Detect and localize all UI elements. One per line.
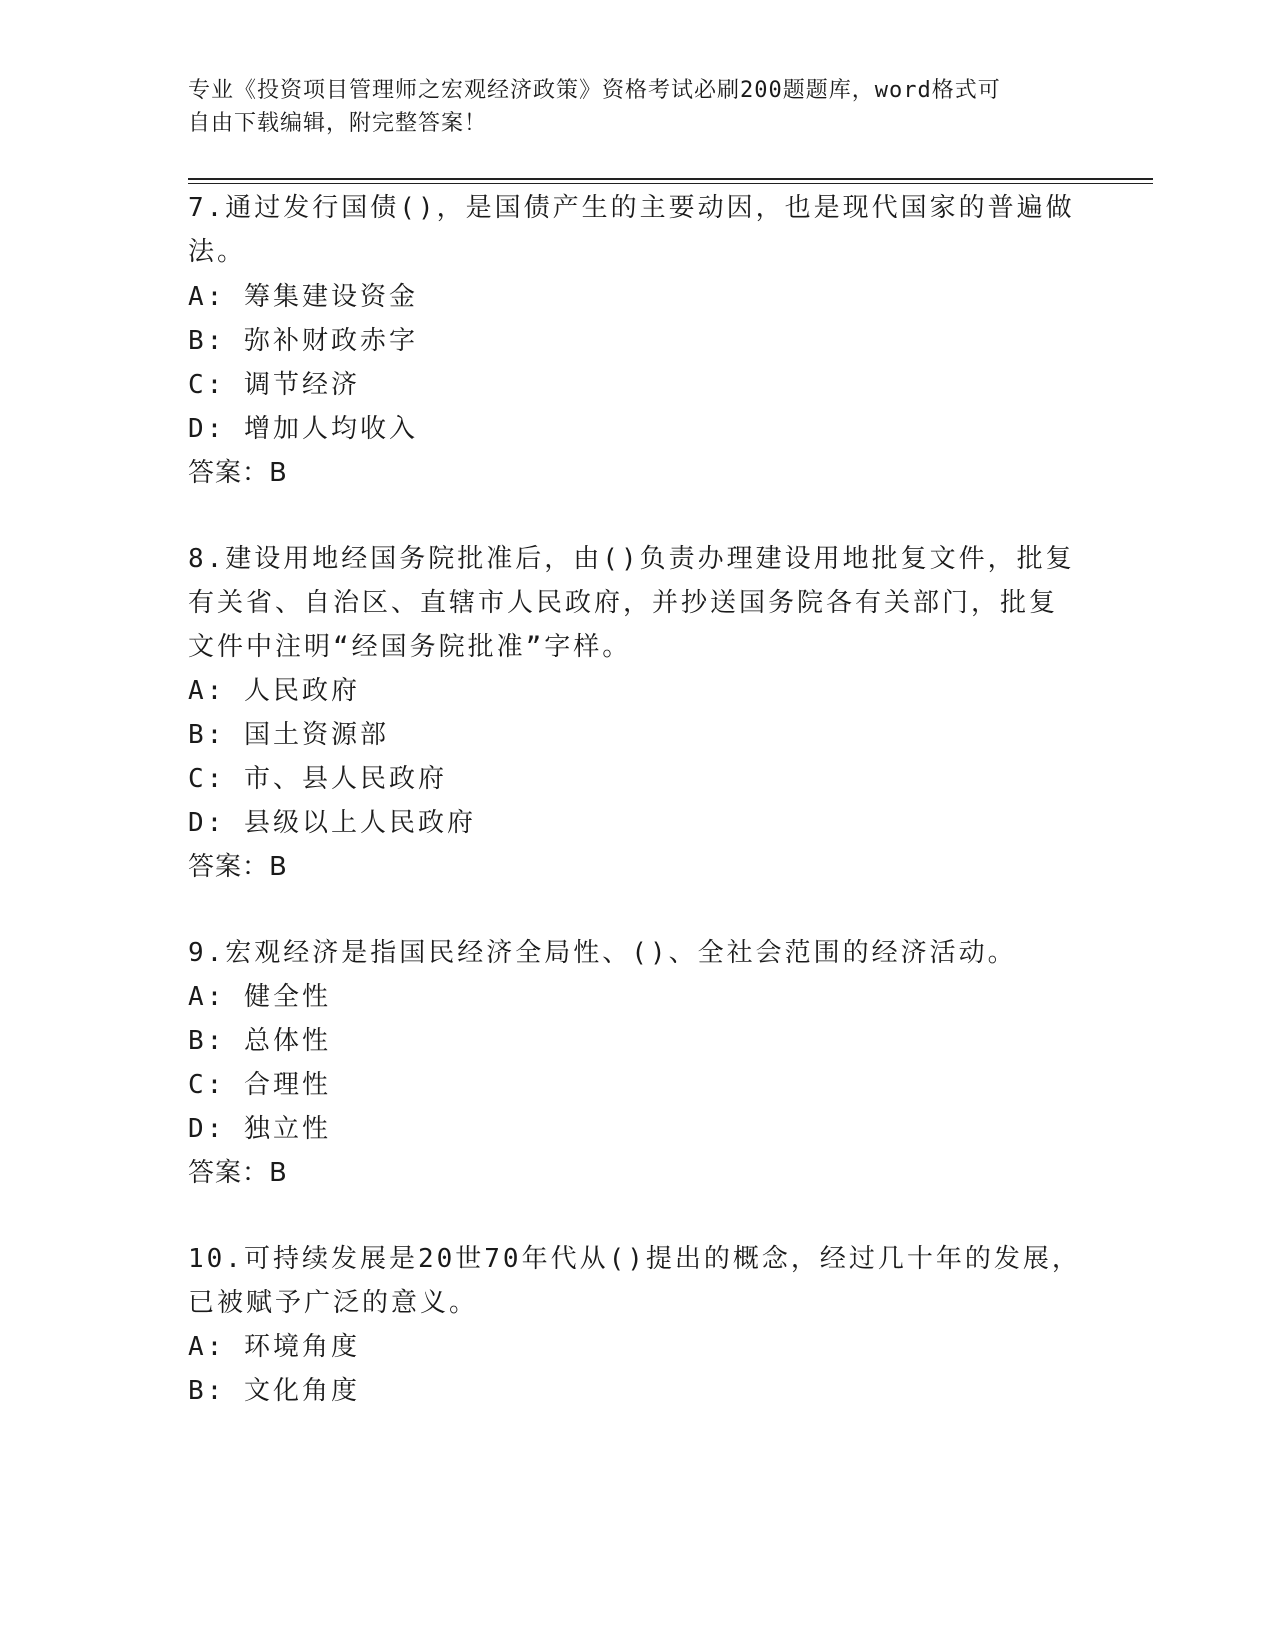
question-9-stem-line-1: 9.宏观经济是指国民经济全局性、()、全社会范围的经济活动。 <box>188 938 1017 968</box>
question-8-option-b: B: 国土资源部 <box>188 720 389 750</box>
question-7-answer: 答案：B <box>188 458 288 488</box>
question-10-option-b: B: 文化角度 <box>188 1376 360 1406</box>
header-divider <box>188 178 1153 184</box>
question-9-option-c: C: 合理性 <box>188 1070 331 1100</box>
question-8-option-d: D: 县级以上人民政府 <box>188 808 476 838</box>
question-10-option-a: A: 环境角度 <box>188 1332 360 1362</box>
question-8-option-c: C: 市、县人民政府 <box>188 764 447 794</box>
question-7-stem-line-1: 7.通过发行国债()，是国债产生的主要动因，也是现代国家的普遍做 <box>188 193 1075 223</box>
question-7-option-b: B: 弥补财政赤字 <box>188 326 418 356</box>
header-line-2: 自由下载编辑，附完整答案！ <box>188 111 488 136</box>
question-7-option-c: C: 调节经济 <box>188 370 360 400</box>
header-line-1: 专业《投资项目管理师之宏观经济政策》资格考试必刷200题题库，word格式可 <box>188 78 1001 103</box>
question-7-option-d: D: 增加人均收入 <box>188 414 418 444</box>
question-9-option-d: D: 独立性 <box>188 1114 331 1144</box>
question-9-option-a: A: 健全性 <box>188 982 331 1012</box>
question-8-stem-line-1: 8.建设用地经国务院批准后，由()负责办理建设用地批复文件，批复 <box>188 544 1075 574</box>
question-8-answer: 答案：B <box>188 852 288 882</box>
question-9-answer: 答案：B <box>188 1158 288 1188</box>
question-8-stem-line-3: 文件中注明“经国务院批准”字样。 <box>188 632 632 662</box>
question-9-option-b: B: 总体性 <box>188 1026 331 1056</box>
question-10-stem-line-1: 10.可持续发展是20世70年代从()提出的概念，经过几十年的发展， <box>188 1244 1081 1274</box>
question-8-stem-line-2: 有关省、自治区、直辖市人民政府，并抄送国务院各有关部门，批复 <box>188 588 1059 618</box>
question-10-stem-line-2: 已被赋予广泛的意义。 <box>188 1288 479 1318</box>
question-8-option-a: A: 人民政府 <box>188 676 360 706</box>
question-7-option-a: A: 筹集建设资金 <box>188 282 418 312</box>
question-7-stem-line-2: 法。 <box>188 237 247 267</box>
document-header <box>188 74 1068 140</box>
